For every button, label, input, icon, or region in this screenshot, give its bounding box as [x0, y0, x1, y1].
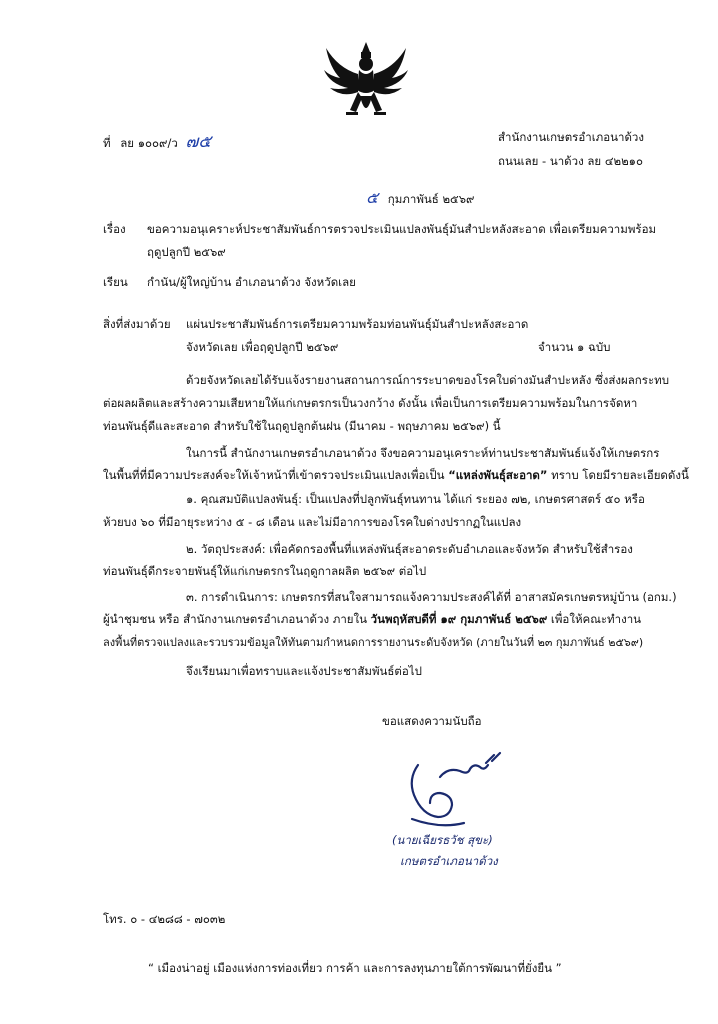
phone-number: โทร. ๐ - ๔๒๘๘ - ๗๐๓๒: [103, 912, 226, 926]
paragraph-1-line-1: ด้วยจังหวัดเลยได้รับแจ้งรายงานสถานการณ์การระบาดของโรคใบด่างมันสำปะหลัง ซึ่งส่งผลกระทบ: [186, 373, 669, 387]
paragraph-2-line-2-start: ในพื้นที่ที่มีความประสงค์จะให้เจ้าหน้าที่เข้าตรวจประเมินแปลงเพื่อเป็น: [103, 468, 445, 482]
subject-label: เรื่อง: [103, 222, 126, 236]
enclosure-label: สิ่งที่ส่งมาด้วย: [103, 317, 171, 331]
item-1-line-1: ๑. คุณสมบัติแปลงพันธุ์: เป็นแปลงที่ปลูกพันธุ์ทนทาน ได้แก่ ระยอง ๗๒, เกษตรศาสตร์ ๕๐ หรือ: [186, 492, 645, 506]
deadline-highlight: วันพฤหัสบดีที่ ๑๙ กุมภาพันธ์ ๒๕๖๙: [370, 612, 548, 626]
subject-line-1: ขอความอนุเคราะห์ประชาสัมพันธ์การตรวจประเมินแปลงพันธุ์มันสำปะหลังสะอาด เพื่อเตรียมความพร้อม: [147, 222, 657, 236]
reference-label: ที่: [103, 136, 111, 150]
item-2-line-1: ๒. วัตถุประสงค์: เพื่อคัดกรองพื้นที่แหล่งพันธุ์สะอาดระดับอำเภอและจังหวัด สำหรับใช้สำรอง: [186, 542, 633, 556]
date-month-year: กุมภาพันธ์ ๒๕๖๙: [387, 192, 475, 206]
enclosure-line-2: จังหวัดเลย เพื่อฤดูปลูกปี ๒๕๖๙: [186, 340, 339, 354]
enclosure-quantity: จำนวน ๑ ฉบับ: [538, 340, 611, 354]
date-handwritten-day: ๕: [366, 188, 379, 207]
enclosure-line-1: แผ่นประชาสัมพันธ์การเตรียมความพร้อมท่อนพันธุ์มันสำปะหลังสะอาด: [186, 317, 529, 331]
reference-number: ลย ๑๐๐๙/ว: [120, 136, 178, 150]
office-address: ถนนเลย - นาด้วง ลย ๔๒๒๑๐: [498, 154, 644, 168]
item-2-line-2: ท่อนพันธุ์ดีกระจายพันธุ์ให้แก่เกษตรกรในฤดูกาลผลิต ๒๕๖๙ ต่อไป: [103, 564, 427, 578]
paragraph-2-line-2-end: ทราบ โดยมีรายละเอียดดังนี้: [551, 468, 689, 482]
signature-mark-icon: [400, 745, 520, 835]
salutation: ขอแสดงความนับถือ: [382, 714, 482, 728]
item-3-line-1: ๓. การดำเนินการ: เกษตรกรที่สนใจสามารถแจ้งความประสงค์ได้ที่ อาสาสมัครเกษตรหมู่บ้าน (อกม.): [186, 590, 677, 604]
clean-seed-source-highlight: “แหล่งพันธุ์สะอาด”: [448, 468, 548, 482]
signatory-name: (นายเฉียรธวัช สุขะ): [392, 833, 493, 847]
garuda-emblem-icon: [320, 38, 412, 126]
paragraph-1-line-3: ท่อนพันธุ์ดีและสะอาด สำหรับใช้ในฤดูปลูกต้นฝน (มีนาคม - พฤษภาคม ๒๕๖๙) นี้: [103, 419, 501, 433]
office-name: สำนักงานเกษตรอำเภอนาด้วง: [498, 130, 644, 144]
paragraph-1-line-2: ต่อผลผลิตและสร้างความเสียหายให้แก่เกษตรกรเป็นวงกว้าง ดังนั้น เพื่อเป็นการเตรียมความพร้อมในการจัดหา: [103, 396, 638, 410]
closing-text: จึงเรียนมาเพื่อทราบและแจ้งประชาสัมพันธ์ต่อไป: [186, 664, 422, 678]
slogan: “ เมืองน่าอยู่ เมืองแห่งการท่องเที่ยว การค้า และการลงทุนภายใต้การพัฒนาที่ยั่งยืน ”: [148, 961, 562, 975]
subject-line-2: ฤดูปลูกปี ๒๕๖๙: [147, 245, 226, 259]
item-3-line-2-end: เพื่อให้คณะทำงาน: [550, 612, 642, 626]
recipient-label: เรียน: [103, 275, 128, 289]
reference-handwritten-number: ๗๕: [185, 132, 212, 152]
paragraph-2-line-1: ในการนี้ สำนักงานเกษตรอำเภอนาด้วง จึงขอความอนุเคราะห์ท่านประชาสัมพันธ์แจ้งให้เกษตรกร: [186, 446, 660, 460]
item-3-line-3: ลงพื้นที่ตรวจแปลงและรวบรวมข้อมูลให้ทันตามกำหนดการรายงานระดับจังหวัด (ภายในวันที่ ๒๓ กุมภาพันธ์ ๒๕๖๙): [103, 636, 644, 649]
item-3-line-2-start: ผู้นำชุมชน หรือ สำนักงานเกษตรอำเภอนาด้วง ภายใน: [103, 612, 367, 626]
recipient-text: กำนัน/ผู้ใหญ่บ้าน อำเภอนาด้วง จังหวัดเลย: [147, 275, 356, 289]
signatory-position: เกษตรอำเภอนาด้วง: [400, 854, 498, 868]
item-1-line-2: ห้วยบง ๖๐ ที่มีอายุระหว่าง ๕ - ๘ เดือน และไม่มีอาการของโรคใบด่างปรากฏในแปลง: [103, 515, 522, 529]
